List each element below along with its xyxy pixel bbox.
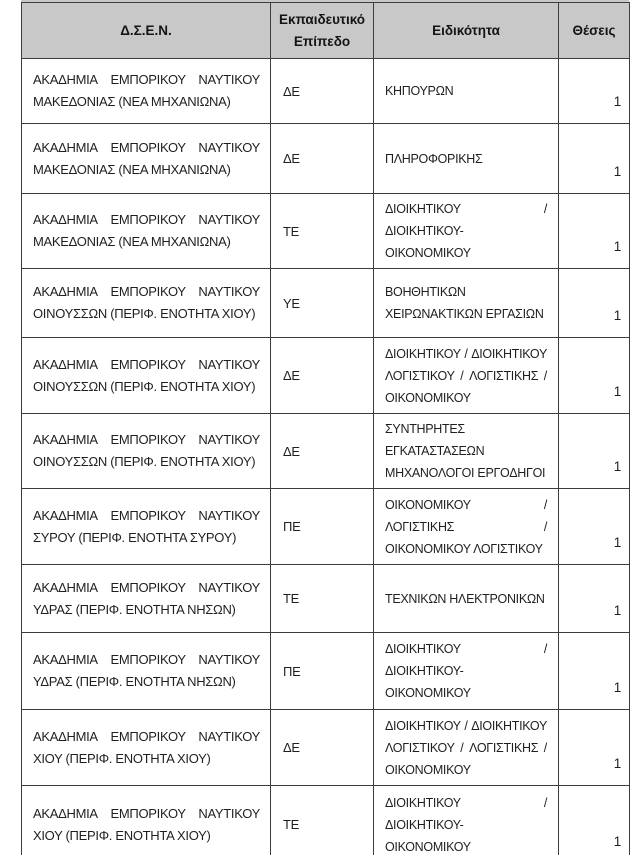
cell-specialty: ΔΙΟΙΚΗΤΙΚΟΥ / ΔΙΟΙΚΗΤΙΚΟΥ ΛΟΓΙΣΤΙΚΟΥ / ΛΟΓΙΣΤΙΚΗΣ / ΟΙΚΟΝΟΜΙΚΟΥ — [374, 338, 559, 414]
cell-positions: 1 — [559, 786, 630, 855]
cell-dsen: ΑΚΑΔΗΜΙΑ ΕΜΠΟΡΙΚΟΥ ΝΑΥΤΙΚΟΥ ΜΑΚΕΔΟΝΙΑΣ (ΝΕΑ ΜΗΧΑΝΙΩΝΑ) — [22, 59, 271, 124]
table-row — [22, 124, 630, 194]
cell-specialty: ΚΗΠΟΥΡΩΝ — [374, 59, 559, 124]
table-row — [22, 194, 630, 269]
cell-level: ΠΕ — [271, 633, 374, 710]
table-body — [22, 59, 630, 855]
column-header-level: Εκπαιδευτικό Επίπεδο — [271, 3, 374, 59]
cell-positions: 1 — [559, 124, 630, 194]
cell-specialty: ΟΙΚΟΝΟΜΙΚΟΥ / ΛΟΓΙΣΤΙΚΗΣ / ΟΙΚΟΝΟΜΙΚΟΥ ΛΟΓΙΣΤΙΚΟΥ — [374, 489, 559, 565]
table-row — [22, 414, 630, 489]
cell-level: ΠΕ — [271, 489, 374, 565]
cell-positions: 1 — [559, 338, 630, 414]
table-row — [22, 269, 630, 338]
cell-dsen: ΑΚΑΔΗΜΙΑ ΕΜΠΟΡΙΚΟΥ ΝΑΥΤΙΚΟΥ ΧΙΟΥ (ΠΕΡΙΦ. ΕΝΟΤΗΤΑ ΧΙΟΥ) — [22, 786, 271, 855]
table-row — [22, 338, 630, 414]
cell-positions: 1 — [559, 269, 630, 338]
cell-level: ΔΕ — [271, 59, 374, 124]
cell-positions: 1 — [559, 633, 630, 710]
cell-positions: 1 — [559, 489, 630, 565]
cell-specialty: ΠΛΗΡΟΦΟΡΙΚΗΣ — [374, 124, 559, 194]
cell-level: ΔΕ — [271, 338, 374, 414]
cell-level: ΔΕ — [271, 124, 374, 194]
cell-positions: 1 — [559, 414, 630, 489]
cell-level: ΔΕ — [271, 710, 374, 786]
cell-specialty: ΔΙΟΙΚΗΤΙΚΟΥ / ΔΙΟΙΚΗΤΙΚΟΥ- ΟΙΚΟΝΟΜΙΚΟΥ — [374, 786, 559, 855]
cell-level: ΥΕ — [271, 269, 374, 338]
table-row — [22, 489, 630, 565]
cell-level: ΤΕ — [271, 786, 374, 855]
cell-positions: 1 — [559, 194, 630, 269]
table-row — [22, 59, 630, 124]
cell-dsen: ΑΚΑΔΗΜΙΑ ΕΜΠΟΡΙΚΟΥ ΝΑΥΤΙΚΟΥ ΥΔΡΑΣ (ΠΕΡΙΦ. ΕΝΟΤΗΤΑ ΝΗΣΩΝ) — [22, 565, 271, 633]
table-row — [22, 633, 630, 710]
cell-dsen: ΑΚΑΔΗΜΙΑ ΕΜΠΟΡΙΚΟΥ ΝΑΥΤΙΚΟΥ ΜΑΚΕΔΟΝΙΑΣ (ΝΕΑ ΜΗΧΑΝΙΩΝΑ) — [22, 124, 271, 194]
column-header-dsen: Δ.Σ.Ε.Ν. — [22, 3, 271, 59]
table-row — [22, 710, 630, 786]
cell-specialty: ΤΕΧΝΙΚΩΝ ΗΛΕΚΤΡΟΝΙΚΩΝ — [374, 565, 559, 633]
cell-specialty: ΔΙΟΙΚΗΤΙΚΟΥ / ΔΙΟΙΚΗΤΙΚΟΥ- ΟΙΚΟΝΟΜΙΚΟΥ — [374, 633, 559, 710]
cell-dsen: ΑΚΑΔΗΜΙΑ ΕΜΠΟΡΙΚΟΥ ΝΑΥΤΙΚΟΥ ΟΙΝΟΥΣΣΩΝ (ΠΕΡΙΦ. ΕΝΟΤΗΤΑ ΧΙΟΥ) — [22, 414, 271, 489]
cell-dsen: ΑΚΑΔΗΜΙΑ ΕΜΠΟΡΙΚΟΥ ΝΑΥΤΙΚΟΥ ΟΙΝΟΥΣΣΩΝ (ΠΕΡΙΦ. ΕΝΟΤΗΤΑ ΧΙΟΥ) — [22, 269, 271, 338]
cell-level: ΤΕ — [271, 194, 374, 269]
cell-dsen: ΑΚΑΔΗΜΙΑ ΕΜΠΟΡΙΚΟΥ ΝΑΥΤΙΚΟΥ ΥΔΡΑΣ (ΠΕΡΙΦ. ΕΝΟΤΗΤΑ ΝΗΣΩΝ) — [22, 633, 271, 710]
cell-dsen: ΑΚΑΔΗΜΙΑ ΕΜΠΟΡΙΚΟΥ ΝΑΥΤΙΚΟΥ ΟΙΝΟΥΣΣΩΝ (ΠΕΡΙΦ. ΕΝΟΤΗΤΑ ΧΙΟΥ) — [22, 338, 271, 414]
cell-specialty: ΔΙΟΙΚΗΤΙΚΟΥ / ΔΙΟΙΚΗΤΙΚΟΥ ΛΟΓΙΣΤΙΚΟΥ / ΛΟΓΙΣΤΙΚΗΣ / ΟΙΚΟΝΟΜΙΚΟΥ — [374, 710, 559, 786]
cell-specialty: ΒΟΗΘΗΤΙΚΩΝ ΧΕΙΡΩΝΑΚΤΙΚΩΝ ΕΡΓΑΣΙΩΝ — [374, 269, 559, 338]
column-header-positions: Θέσεις — [559, 3, 630, 59]
cell-dsen: ΑΚΑΔΗΜΙΑ ΕΜΠΟΡΙΚΟΥ ΝΑΥΤΙΚΟΥ ΧΙΟΥ (ΠΕΡΙΦ. ΕΝΟΤΗΤΑ ΧΙΟΥ) — [22, 710, 271, 786]
cell-dsen: ΑΚΑΔΗΜΙΑ ΕΜΠΟΡΙΚΟΥ ΝΑΥΤΙΚΟΥ ΣΥΡΟΥ (ΠΕΡΙΦ. ΕΝΟΤΗΤΑ ΣΥΡΟΥ) — [22, 489, 271, 565]
cell-level: ΔΕ — [271, 414, 374, 489]
cell-positions: 1 — [559, 565, 630, 633]
table-row — [22, 786, 630, 855]
cell-specialty: ΔΙΟΙΚΗΤΙΚΟΥ / ΔΙΟΙΚΗΤΙΚΟΥ- ΟΙΚΟΝΟΜΙΚΟΥ — [374, 194, 559, 269]
cell-dsen: ΑΚΑΔΗΜΙΑ ΕΜΠΟΡΙΚΟΥ ΝΑΥΤΙΚΟΥ ΜΑΚΕΔΟΝΙΑΣ (ΝΕΑ ΜΗΧΑΝΙΩΝΑ) — [22, 194, 271, 269]
table-row — [22, 565, 630, 633]
table-header — [22, 3, 630, 59]
table-header-row — [22, 3, 630, 59]
cell-specialty: ΣΥΝΤΗΡΗΤΕΣ ΕΓΚΑΤΑΣΤΑΣΕΩΝ ΜΗΧΑΝΟΛΟΓΟΙ ΕΡΓΟΔΗΓΟΙ — [374, 414, 559, 489]
cell-positions: 1 — [559, 710, 630, 786]
cell-positions: 1 — [559, 59, 630, 124]
placement-table — [21, 2, 630, 855]
column-header-specialty: Ειδικότητα — [374, 3, 559, 59]
cell-level: ΤΕ — [271, 565, 374, 633]
